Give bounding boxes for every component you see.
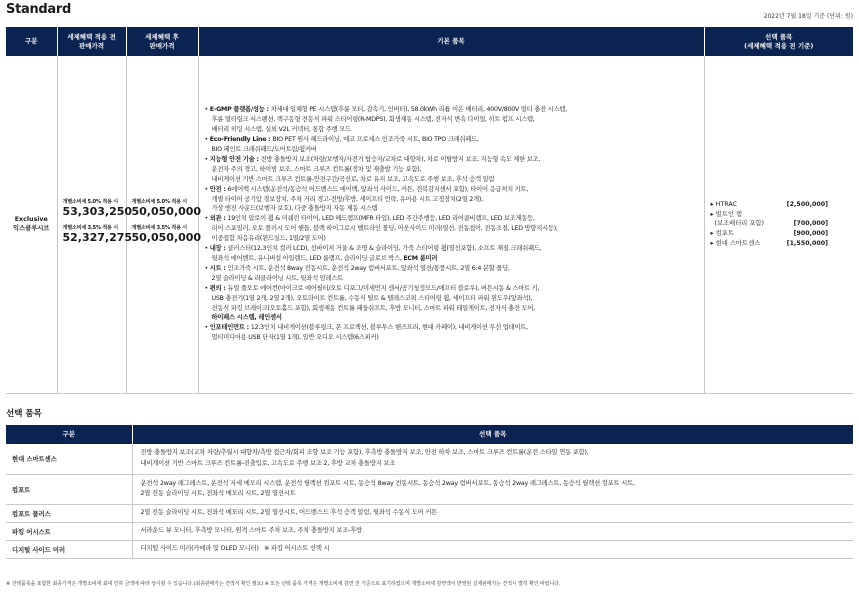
basic-feature-line: 뒷좌석 에어벤트, 유니버설 아일랜드, LED 룸램프, 슬라이딩 글로브 박스, ECM 룸미러 <box>211 254 438 262</box>
option-row <box>6 474 853 504</box>
option-item <box>711 219 853 229</box>
price-before-cell <box>57 56 133 393</box>
basic-feature-line: USB 충전기(1열 2개, 2열 2개), 오토라이트 컨트롤, 수동식 틸트 & 텔레스코픽 스티어링 휠, 세이프티 파워 윈도우(앞좌석), <box>211 294 533 302</box>
option-row <box>6 504 853 522</box>
price-label: 개별소비세 5.0% 적용 시 <box>62 199 118 206</box>
basic-features <box>198 56 704 393</box>
basic-feature-line: BIO 페인트 크래쉬패드/도어트림/휠커버 <box>211 146 317 153</box>
basic-feature-line: 운전자 주의 경고, 하이빔 보조, 스마트 크루즈 컨트롤(정차 및 재출발 기능 포함), <box>211 165 422 173</box>
price-label: 개별소비세 3.5% 적용 시 <box>62 225 118 232</box>
option-item <box>711 200 853 210</box>
basic-feature-line: • 외관 : 19인치 알로이 휠 & 미쉐린 타이어, LED 헤드램프(MFR 타입), LED 주간주행등, LED 리어콤비램프, LED 보조제동등, <box>204 215 535 223</box>
section-title: 선택 품목 <box>6 409 42 419</box>
header-options: 선택 품목 (세제혜택 적용 전 기준) <box>704 27 853 56</box>
option-row-desc: 2열 전동 슬라이딩 시트, 전좌석 메모리 시트, 2열 열선시트, 어드밴스드 후석 승객 알림, 뒷좌석 수동식 도어 커튼 <box>132 504 853 522</box>
option-row <box>6 540 853 558</box>
price-label: 개별소비세 5.0% 적용 시 <box>131 199 187 206</box>
option-row-desc: 운전석 2way 레그레스트, 운전석 자세 메모리 시스템, 운전석 릴렉션 컴포트 시트, 동승석 8way 전동시트, 동승석 2way 럼버서포트, 동승석 2way 레그레스트, 동승석 릴렉션 컴포트 시트, 2열 전동 슬라이딩 시트, 전좌석 메모리 시트, 2열 열선시트 <box>132 474 853 504</box>
option-row-name: 컴포트 플러스 <box>6 504 132 522</box>
basic-feature-line: • 안전 : 6에어백 시스템(운전석/동승석 어드밴스드 에어백, 앞좌석 사이드, 커튼, 전복감지센서 포함), 타이어 응급처치 키트, <box>204 185 529 193</box>
basic-feature-line: 이중접합 차음유리(윈드실드, 1열/2열 도어) <box>211 235 326 243</box>
option-row-name: 파킹 어시스트 <box>6 522 132 540</box>
option-table <box>6 425 853 559</box>
basic-feature-line: 2열 슬라이딩 & 리클라이닝 시트, 뒷좌석 암레스트 <box>211 274 344 282</box>
basic-feature-line: 개별 타이어 공기압 경보장치, 주차 거리 경고-전방/후방, 세이프티 언락, 유아용 시트 고정장치(2열 2개), <box>211 195 483 203</box>
option-list <box>704 56 853 393</box>
trim-name: Exclusive 익스클루시브 <box>6 56 57 393</box>
standard-price-table <box>6 27 853 394</box>
price-value: 53,303,250 <box>62 205 133 219</box>
basic-feature-line: 리어 스포일러, 오토 플러시 도어 핸들, 블랙 하이그로시 벨트라인 몰딩, 아웃사이드 미러(열선, 전동접이, 전동조절, LED 방향지시등), <box>211 225 558 233</box>
basic-feature-line: 전동식 파킹 브레이크(오토홀드 포함), 회생제동 컨트롤 패들쉬프트, 후방 모니터, 스마트 파워 테일게이트, 전자식 충전 도어, <box>211 304 535 312</box>
basic-feature-line: • 인포테인먼트 : 12.3인치 내비게이션(블루링크, 폰 프로젝션, 블루투스 핸즈프리, 현대 카페이), 내비게이션 무선 업데이트, <box>204 324 528 332</box>
basic-feature-line: • E-GMP 플랫폼/성능 : 차세대 일체형 PE 시스템(후륜 모터, 감속기, 인버터), 58.0kWh 리튬 이온 배터리, 400V/800V 멀티 충전 시스템, <box>204 106 567 114</box>
option-name: ▸ HTRAC <box>710 200 737 208</box>
date-note: 2022년 7월 18일 기준 (단위: 원) <box>763 13 853 20</box>
option-name: ▸ 빌트인 캠 <box>710 210 742 218</box>
price-value: 50,050,000 <box>131 205 202 219</box>
basic-feature-line: • 지능형 안전 기술 : 전방 충돌방지 보조(차량/보행자/자전거 탑승자/교차로 대향차), 차로 이탈방지 보조, 지능형 속도 제한 보조, <box>204 155 541 163</box>
option-row-name: 디지털 사이드 미러 <box>6 540 132 558</box>
basic-feature-line: • Eco-Friendly Line : BIO PET 원사 헤드라이닝, 에코 프로세스 인조가죽 시트, BIO TPO 크래쉬패드, <box>204 136 479 144</box>
option-name: ▸ 현대 스마트센스 <box>710 239 761 247</box>
basic-feature-line: • 시트 : 인조가죽 시트, 운전석 8way 전동시트, 운전석 2way 럼버서포트, 앞좌석 열선/통풍시트, 2열 6:4 분할 폴딩, <box>204 264 510 272</box>
option-header-name: 구분 <box>6 425 132 444</box>
option-name: (보조배터리 포함) <box>710 220 764 228</box>
header-trim: 구분 <box>6 27 57 56</box>
option-item <box>711 239 853 249</box>
option-price: [900,000] <box>793 230 828 238</box>
basic-feature-line: 멀티미디어용 USB 단자(1열 1개), 일반 오디오 시스템(6스피커) <box>211 334 379 342</box>
header-basic: 기본 품목 <box>198 27 704 56</box>
basic-feature-line: 가상 엔진 사운드(보행자 보호), 다중 충돌방지 자동 제동 시스템 <box>211 205 378 213</box>
option-row <box>6 444 853 474</box>
option-price: [1,550,000] <box>786 239 828 247</box>
basic-feature-line: 내비게이션 기반 스마트 크루즈 컨트롤-안전구간/곡선로, 차로 유지 보조, 고속도로 주행 보조, 후석 승객 알림 <box>211 175 495 183</box>
basic-feature-line: • 편의 : 듀얼 풀오토 에어컨(마이크로 에어필터/오토 디포그/미세먼지 센서/공기청정모드/애프터 블로우), 버튼시동 & 스마트 키, <box>204 284 540 292</box>
price-after-cell <box>126 56 202 393</box>
option-header-desc: 선택 품목 <box>132 425 853 444</box>
option-item <box>711 210 853 220</box>
page-title: Standard <box>6 2 71 17</box>
basic-feature-line: 하이패스 시스템, 레인센서 <box>211 314 282 322</box>
option-price: [700,000] <box>793 220 828 228</box>
option-name: ▸ 컴포트 <box>710 230 734 238</box>
option-price: [2,500,000] <box>786 200 828 208</box>
option-row <box>6 522 853 540</box>
price-value: 50,050,000 <box>131 231 202 245</box>
basic-feature-line: 배터리 히팅 시스템, 실외 V2L 커넥터, 통합 주행 모드 <box>211 126 351 134</box>
basic-feature-line: • 내장 : 클러스터(12.3인치 컬러 LCD), 선바이저 거울 & 조명 & 슬라이딩, 가죽 스티어링 휠(열선포함), 소프트 재질 크래쉬패드, <box>204 245 542 253</box>
option-row-desc: 디지털 사이드 미러(카메라 및 OLED 모니터) ※ 파킹 어시스트 선택 시 <box>132 540 853 558</box>
option-row-desc: 서라운드 뷰 모니터, 후측방 모니터, 원격 스마트 주차 보조, 주차 충돌방지 보조-후방 <box>132 522 853 540</box>
footnote: ※ 선택품목을 포함한 최종가격은 개별소비세 최대 인하 금액에 따라 상이할 수 있습니다.(최종판매가는 견적서 확인 필요) ※ 모든 선택 품목 가격은 개별소비세 감면 전 기준으로 표기하였으며 개별소비세 감면액이 반영된 실제판매가는 견적시 별히 확인 바랍니다. <box>6 581 561 587</box>
option-row-name: 컴포트 <box>6 474 132 504</box>
basic-feature-line: 후륜 멀티링크 서스펜션, 랙구동형 전동식 파워 스티어링(R-MDPS), 회생제동 시스템, 전자식 변속 다이얼, 히트 펌프 시스템, <box>211 116 535 124</box>
header-price-before: 세제혜택 적용 전 판매가격 <box>57 27 126 56</box>
price-label: 개별소비세 3.5% 적용 시 <box>131 225 187 232</box>
header-price-after: 세제혜택 후 판매가격 <box>126 27 198 56</box>
option-row-desc: 전방 충돌방지 보조(교차 차량/추월시 대향차/측방 접근차/회피 조향 보조 기능 포함), 후측방 충돌방지 보조, 안전 하차 보조, 스마트 크루즈 컨트롤(운전 스타일 연동 포함), 내비게이션 기반 스마트 크루즈 컨트롤-진출입로, 고속도로 주행 보조 2, 후방 교차 충돌방지 보조 <box>132 444 853 474</box>
price-value: 52,327,275 <box>62 231 133 245</box>
option-item <box>711 229 853 239</box>
option-row-name: 현대 스마트센스 <box>6 444 132 474</box>
